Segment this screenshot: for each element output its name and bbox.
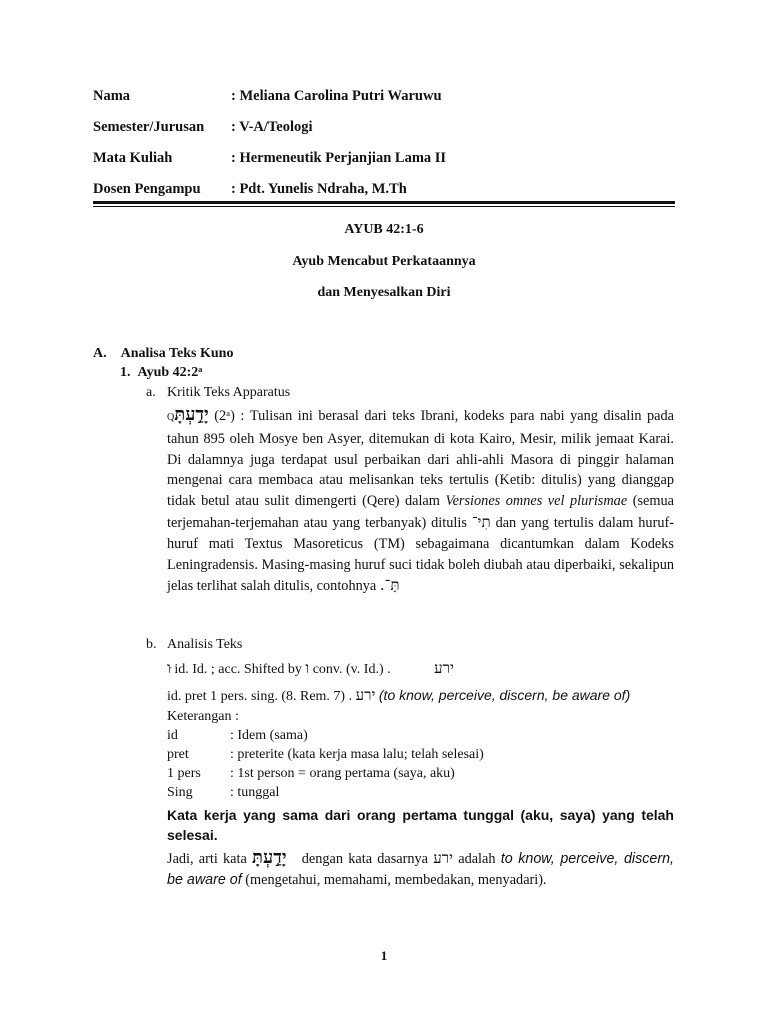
hebrew-root: ירע (355, 686, 376, 704)
hebrew-vav: ּו (167, 659, 171, 677)
document-subtitle-2: dan Menyesalkan Diri (317, 285, 451, 300)
hebrew-word: יָדַ֣עְתָּ (174, 404, 209, 425)
header-value: : Meliana Carolina Putri Waruwu (231, 88, 442, 104)
conclusion-text: dengan kata dasarnya (301, 851, 429, 867)
header-label: Semester/Jurusan (93, 119, 205, 135)
keterangan-desc: : preterite (kata kerja masa lalu; telah selesai) (230, 747, 484, 762)
keterangan-abbr: pret (167, 747, 189, 762)
header-label: Mata Kuliah (93, 150, 173, 166)
header-divider-thick (93, 201, 675, 204)
conclusion-text: adalah (458, 851, 496, 867)
sub-b-title: Analisis Teks (167, 637, 243, 652)
header-label: Dosen Pengampu (93, 181, 201, 197)
hebrew-ta: תָּ־. (379, 576, 400, 595)
keterangan-label: Keterangan : (167, 709, 239, 724)
keterangan-abbr: 1 pers (167, 766, 201, 781)
conclusion-text: (mengetahui, memahami, membedakan, menyadari). (245, 872, 547, 888)
hebrew-word: יָדַ֣עְתָּ (252, 847, 287, 868)
apparatus-ref: (2ᵃ) : (214, 408, 245, 424)
paragraph-italic: Versiones omnes vel plurismae (445, 493, 628, 510)
conclusion-italic: to know, perceive, discern, be aware of (167, 851, 675, 888)
keterangan-abbr: id (167, 728, 178, 743)
item-1-heading: 1. Ayub 42:2ᵃ (120, 365, 203, 380)
analysis-text-2: conv. (v. Id.) . (312, 662, 391, 677)
section-a-heading: A. Analisa Teks Kuno (93, 346, 234, 361)
header-value: : Hermeneutik Perjanjian Lama II (231, 150, 447, 166)
sub-a-marker: a. (146, 385, 156, 400)
conclusion-text: Jadi, arti kata (167, 851, 247, 867)
paragraph-text-2: (semua terjemahan-terjemahan atau yang terbanyak) ditulis (167, 493, 675, 531)
document-subtitle-1: Ayub Mencabut Perkataannya (292, 254, 476, 269)
keterangan-desc: : Idem (sama) (230, 728, 308, 743)
keterangan-desc: : tunggal (230, 785, 280, 800)
sub-a-paragraph (167, 405, 674, 597)
paragraph-text-1: Tulisan ini berasal dari teks Ibrani, kodeks para nabi yang disalin pada tahun 895 oleh Mosye ben Asyer, ditemukan di kota Kairo, Mesir, milik jemaat Karai. Di dalamnya juga terdapat usul perbaikan dari ahli-ahli Masora di pinggir halaman mengenai cara membaca atau melisankan teks tertulis (Ketib: ditulis) yang dianggap tidak betul atau sulit dimengerti (Qere) dalam (167, 408, 674, 510)
analysis-text: id. pret 1 pers. sing. (8. Rem. 7) . (167, 689, 353, 704)
hebrew-vav-2: ו (305, 659, 310, 677)
gloss: (to know, perceive, discern, be aware of) (378, 687, 631, 703)
analysis-line-1 (167, 659, 454, 678)
header-value: : Pdt. Yunelis Ndraha, M.Th (231, 181, 407, 197)
hebrew-root: ירע (434, 659, 454, 677)
qere-marker: Q (167, 412, 175, 423)
hebrew-root: ירע (433, 849, 454, 867)
hebrew-ti: תִי־ (471, 512, 491, 531)
header-label: Nama (93, 88, 131, 104)
keterangan-abbr: Sing (167, 785, 193, 800)
sub-a-title: Kritik Teks Apparatus (167, 385, 291, 400)
page-number: 1 (380, 948, 388, 963)
sub-b-marker: b. (146, 637, 157, 652)
header-divider-thin (93, 206, 675, 207)
keterangan-desc: : 1st person = orang pertama (saya, aku) (230, 766, 455, 781)
analysis-text: id. Id. ; acc. Shifted by (174, 662, 302, 677)
header-value: : V-A/Teologi (231, 119, 313, 135)
analysis-line-2 (167, 686, 630, 705)
bold-note: Kata kerja yang sama dari orang pertama tunggal (aku, saya) yang telah selesai. (167, 807, 674, 843)
document-title: AYUB 42:1-6 (344, 222, 424, 237)
conclusion-paragraph (167, 847, 674, 891)
paragraph-text-3: dan yang tertulis dalam huruf-huruf mati Textus Masoreticus (TM) sebagaimana dicantumkan dalam Kodeks Leningradensis. Masing-masing huruf suci tidak boleh diubah atau diperbaiki, sekalipun jelas terlihat salah ditulis, contohnya (167, 514, 675, 595)
